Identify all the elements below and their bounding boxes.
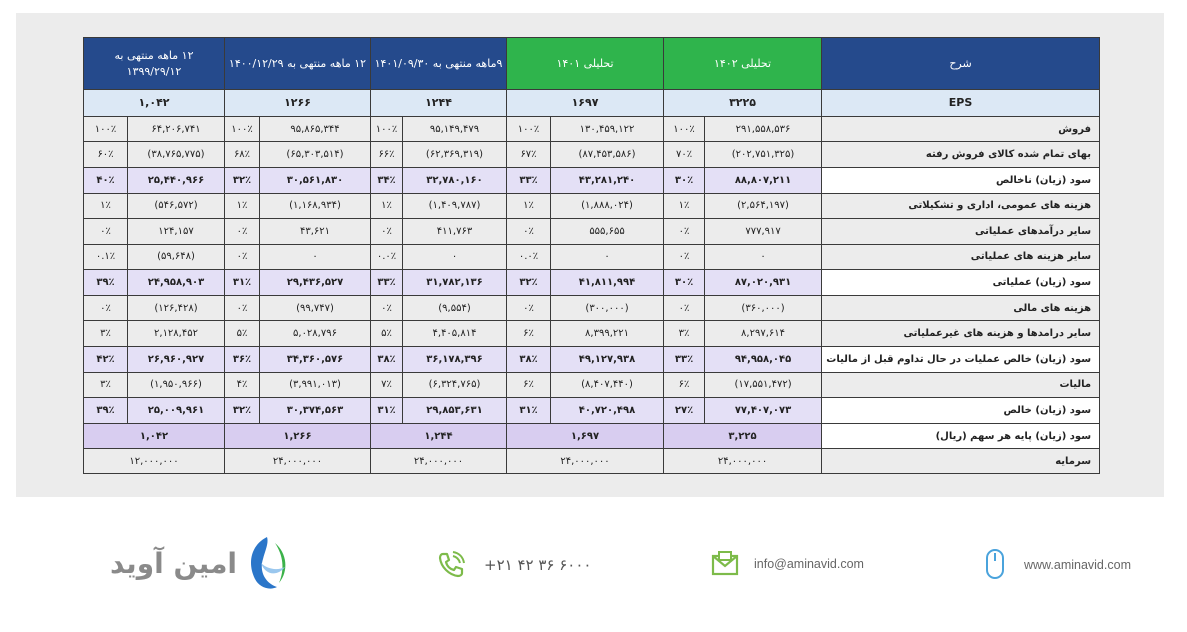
- eps-bottom-row: [84, 423, 1100, 449]
- cell-percent: ۳۹٪: [84, 270, 128, 296]
- cell-value: ۹۵,۸۶۵,۳۴۴: [260, 116, 371, 142]
- cell-percent: ۰٪: [371, 219, 403, 245]
- cell-percent: ۴۰٪: [84, 167, 128, 193]
- cell-percent: ۳۳٪: [371, 270, 403, 296]
- eps-label: EPS: [822, 90, 1100, 117]
- cell-percent: ۳٪: [84, 321, 128, 347]
- cell-value: ۶۴,۲۰۶,۷۴۱: [128, 116, 225, 142]
- table-row: [84, 347, 1100, 373]
- cell-value: ۲۵,۰۰۹,۹۶۱: [128, 398, 225, 424]
- table-header-row: [84, 38, 1100, 90]
- cell-percent: ۱۰۰٪: [225, 116, 260, 142]
- cell-value: ۳۱,۷۸۲,۱۳۶: [403, 270, 507, 296]
- row-label: بهای تمام شده کالای فروش رفته: [822, 142, 1100, 168]
- table-row: [84, 270, 1100, 296]
- cell-percent: ۷٪: [371, 372, 403, 398]
- eps-bottom-1400: ۱,۲۶۶: [225, 423, 371, 449]
- cell-percent: ۲۷٪: [664, 398, 705, 424]
- cell-percent: ۱۰۰٪: [507, 116, 551, 142]
- cell-value: ۵,۰۲۸,۷۹۶: [260, 321, 371, 347]
- cell-percent: ۳۳٪: [507, 167, 551, 193]
- cell-percent: ۳۰٪: [664, 270, 705, 296]
- table-row: [84, 372, 1100, 398]
- cell-percent: ۰.۰٪: [507, 244, 551, 270]
- cell-percent: ۰٪: [507, 219, 551, 245]
- cell-value: ۳۶,۱۷۸,۳۹۶: [403, 347, 507, 373]
- cell-percent: ۳۸٪: [371, 347, 403, 373]
- cell-value: (۱,۸۸۸,۰۲۴): [551, 193, 664, 219]
- cell-percent: ۱٪: [507, 193, 551, 219]
- cell-percent: ۷۰٪: [664, 142, 705, 168]
- capital-1399: ۱۲,۰۰۰,۰۰۰: [84, 449, 225, 474]
- cell-percent: ۳۱٪: [371, 398, 403, 424]
- cell-percent: ۰٪: [507, 295, 551, 321]
- header-col-1402: تحلیلی ۱۴۰۲: [664, 38, 822, 90]
- row-label: فروش: [822, 116, 1100, 142]
- mail-icon: [710, 550, 740, 578]
- eps-bottom-label: سود (زیان) پایه هر سهم (ریال): [822, 423, 1100, 449]
- cell-percent: ۵٪: [225, 321, 260, 347]
- cell-percent: ۳۱٪: [507, 398, 551, 424]
- row-label: سایر درامدها و هزینه های غیرعملیاتی: [822, 321, 1100, 347]
- cell-value: ۰: [551, 244, 664, 270]
- cell-value: ۰: [705, 244, 822, 270]
- website-contact[interactable]: [984, 547, 1131, 583]
- cell-percent: ۴۲٪: [84, 347, 128, 373]
- cell-value: (۶۵,۳۰۳,۵۱۴): [260, 142, 371, 168]
- cell-percent: ۰٪: [371, 295, 403, 321]
- eps-value-9month: ۱۲۴۴: [371, 90, 507, 117]
- cell-percent: ۱۰۰٪: [84, 116, 128, 142]
- header-col-1401: تحلیلی ۱۴۰۱: [507, 38, 664, 90]
- cell-percent: ۶٪: [507, 372, 551, 398]
- cell-value: ۴۱۱,۷۶۳: [403, 219, 507, 245]
- cell-value: ۰: [260, 244, 371, 270]
- cell-value: ۳۰,۳۷۴,۵۶۳: [260, 398, 371, 424]
- cell-value: (۱,۹۵۰,۹۶۶): [128, 372, 225, 398]
- cell-percent: ۶۸٪: [225, 142, 260, 168]
- table-row: [84, 295, 1100, 321]
- cell-percent: ۳۴٪: [371, 167, 403, 193]
- phone-contact[interactable]: [436, 550, 591, 580]
- cell-value: ۱۳۰,۴۵۹,۱۲۲: [551, 116, 664, 142]
- row-label: هزینه های عمومی، اداری و تشکیلاتی: [822, 193, 1100, 219]
- eps-value-1399: ۱,۰۴۲: [84, 90, 225, 117]
- financial-table: [83, 37, 1100, 474]
- cell-percent: ۰٪: [84, 295, 128, 321]
- cell-value: (۱,۴۰۹,۷۸۷): [403, 193, 507, 219]
- cell-value: ۴۹,۱۲۷,۹۳۸: [551, 347, 664, 373]
- cell-percent: ۶۶٪: [371, 142, 403, 168]
- header-col-1399: ۱۲ ماهه منتهی به ۱۳۹۹/۲۹/۱۲: [84, 38, 225, 90]
- cell-percent: ۱۰۰٪: [664, 116, 705, 142]
- cell-value: ۲۹,۸۵۳,۶۳۱: [403, 398, 507, 424]
- cell-percent: ۳۲٪: [225, 398, 260, 424]
- cell-value: (۵۹,۶۴۸): [128, 244, 225, 270]
- cell-percent: ۳۹٪: [84, 398, 128, 424]
- cell-value: (۶۲,۳۶۹,۳۱۹): [403, 142, 507, 168]
- eps-bottom-1399: ۱,۰۴۲: [84, 423, 225, 449]
- table-row: [84, 167, 1100, 193]
- row-label: سود (زیان) عملیاتی: [822, 270, 1100, 296]
- cell-value: (۱۷,۵۵۱,۴۷۲): [705, 372, 822, 398]
- header-description: شرح: [822, 38, 1100, 90]
- cell-value: (۳۰۰,۰۰۰): [551, 295, 664, 321]
- row-label: سایر هزینه های عملیاتی: [822, 244, 1100, 270]
- table-row: [84, 142, 1100, 168]
- cell-value: (۸۷,۴۵۳,۵۸۶): [551, 142, 664, 168]
- cell-value: ۳۴,۳۶۰,۵۷۶: [260, 347, 371, 373]
- cell-value: (۳۸,۷۶۵,۷۷۵): [128, 142, 225, 168]
- cell-value: ۹۵,۱۴۹,۴۷۹: [403, 116, 507, 142]
- eps-bottom-1401: ۱,۶۹۷: [507, 423, 664, 449]
- cell-value: ۷۷,۴۰۷,۰۷۳: [705, 398, 822, 424]
- cell-percent: ۰٪: [664, 219, 705, 245]
- cell-value: (۲۰۲,۷۵۱,۳۲۵): [705, 142, 822, 168]
- cell-percent: ۳٪: [664, 321, 705, 347]
- cell-value: ۷۷۷,۹۱۷: [705, 219, 822, 245]
- row-label: سود (زیان) ناخالص: [822, 167, 1100, 193]
- cell-value: ۵۵۵,۶۵۵: [551, 219, 664, 245]
- row-label: سود (زیان) خالص عملیات در حال تداوم قبل از مالیات: [822, 347, 1100, 373]
- cell-percent: ۶۷٪: [507, 142, 551, 168]
- cell-percent: ۳۲٪: [507, 270, 551, 296]
- cell-value: ۸۷,۰۲۰,۹۳۱: [705, 270, 822, 296]
- cell-percent: ۰.۰٪: [371, 244, 403, 270]
- row-label: هزینه های مالی: [822, 295, 1100, 321]
- cell-value: ۲۵,۴۴۰,۹۶۶: [128, 167, 225, 193]
- capital-row: [84, 449, 1100, 474]
- aminavid-logo-icon: [241, 533, 293, 593]
- cell-percent: ۳۱٪: [225, 270, 260, 296]
- cell-value: ۲۴,۹۵۸,۹۰۳: [128, 270, 225, 296]
- cell-percent: ۱٪: [664, 193, 705, 219]
- cell-value: ۸,۲۹۷,۶۱۴: [705, 321, 822, 347]
- cell-value: ۴۱,۸۱۱,۹۹۴: [551, 270, 664, 296]
- cell-value: ۲,۱۲۸,۴۵۲: [128, 321, 225, 347]
- cell-value: (۶,۳۲۴,۷۶۵): [403, 372, 507, 398]
- cell-percent: ۰٪: [664, 295, 705, 321]
- cell-percent: ۳۳٪: [664, 347, 705, 373]
- eps-bottom-9month: ۱,۲۴۴: [371, 423, 507, 449]
- capital-label: سرمایه: [822, 449, 1100, 474]
- cell-value: ۴۳,۶۲۱: [260, 219, 371, 245]
- cell-percent: ۵٪: [371, 321, 403, 347]
- cell-percent: ۳۸٪: [507, 347, 551, 373]
- eps-row: [84, 90, 1100, 117]
- eps-value-1402: ۳۲۲۵: [664, 90, 822, 117]
- cell-value: (۹۹,۷۴۷): [260, 295, 371, 321]
- cell-value: ۹۴,۹۵۸,۰۴۵: [705, 347, 822, 373]
- cell-percent: ۶٪: [507, 321, 551, 347]
- eps-bottom-1402: ۳,۲۲۵: [664, 423, 822, 449]
- website-url: www.aminavid.com: [1024, 558, 1131, 572]
- cell-value: ۳۲,۷۸۰,۱۶۰: [403, 167, 507, 193]
- cell-value: ۴۰,۷۲۰,۴۹۸: [551, 398, 664, 424]
- email-contact[interactable]: [710, 550, 864, 578]
- eps-value-1401: ۱۶۹۷: [507, 90, 664, 117]
- cell-value: (۱,۱۶۸,۹۳۴): [260, 193, 371, 219]
- cell-percent: ۰٪: [664, 244, 705, 270]
- cell-percent: ۱٪: [371, 193, 403, 219]
- capital-1402: ۲۴,۰۰۰,۰۰۰: [664, 449, 822, 474]
- cell-value: (۲,۵۶۴,۱۹۷): [705, 193, 822, 219]
- cell-percent: ۳۶٪: [225, 347, 260, 373]
- cell-value: ۸,۳۹۹,۲۲۱: [551, 321, 664, 347]
- phone-number: +۲۱ ۴۲ ۳۶ ۶۰۰۰: [484, 556, 592, 574]
- eps-value-1400: ۱۲۶۶: [225, 90, 371, 117]
- row-label: سود (زیان) خالص: [822, 398, 1100, 424]
- table-row: [84, 244, 1100, 270]
- email-address: info@aminavid.com: [754, 557, 864, 571]
- cell-value: ۱۲۴,۱۵۷: [128, 219, 225, 245]
- cell-percent: ۰٪: [225, 244, 260, 270]
- cell-value: (۱۲۶,۴۲۸): [128, 295, 225, 321]
- mouse-icon: [984, 547, 1006, 583]
- cell-value: (۳,۹۹۱,۰۱۳): [260, 372, 371, 398]
- phone-icon: [436, 550, 466, 580]
- table-row: [84, 116, 1100, 142]
- cell-percent: ۱٪: [225, 193, 260, 219]
- header-col-9month: ۹ماهه منتهی به ۱۴۰۱/۰۹/۳۰: [371, 38, 507, 90]
- cell-value: (۵۴۶,۵۷۲): [128, 193, 225, 219]
- table-row: [84, 321, 1100, 347]
- cell-value: ۰: [403, 244, 507, 270]
- row-label: سایر درآمدهای عملیاتی: [822, 219, 1100, 245]
- cell-value: ۲۹۱,۵۵۸,۵۳۶: [705, 116, 822, 142]
- cell-value: (۹,۵۵۴): [403, 295, 507, 321]
- logo-text: امین آوید: [110, 546, 237, 580]
- brand-logo[interactable]: [110, 533, 293, 593]
- cell-value: ۲۶,۹۶۰,۹۲۷: [128, 347, 225, 373]
- table-row: [84, 219, 1100, 245]
- cell-percent: ۳۰٪: [664, 167, 705, 193]
- cell-percent: ۴٪: [225, 372, 260, 398]
- cell-value: ۲۹,۴۳۶,۵۲۷: [260, 270, 371, 296]
- table-row: [84, 193, 1100, 219]
- cell-percent: ۰٪: [84, 219, 128, 245]
- table-row: [84, 398, 1100, 424]
- cell-percent: ۳۲٪: [225, 167, 260, 193]
- cell-percent: ۱٪: [84, 193, 128, 219]
- cell-value: ۴,۴۰۵,۸۱۴: [403, 321, 507, 347]
- cell-value: (۳۶۰,۰۰۰): [705, 295, 822, 321]
- cell-value: ۳۰,۵۶۱,۸۳۰: [260, 167, 371, 193]
- cell-percent: ۰٪: [225, 219, 260, 245]
- cell-percent: ۳٪: [84, 372, 128, 398]
- cell-value: ۸۸,۸۰۷,۲۱۱: [705, 167, 822, 193]
- cell-percent: ۶۰٪: [84, 142, 128, 168]
- capital-9month: ۲۴,۰۰۰,۰۰۰: [371, 449, 507, 474]
- cell-percent: ۶٪: [664, 372, 705, 398]
- row-label: مالیات: [822, 372, 1100, 398]
- cell-value: (۸,۴۰۷,۴۴۰): [551, 372, 664, 398]
- capital-1401: ۲۴,۰۰۰,۰۰۰: [507, 449, 664, 474]
- cell-percent: ۰.۱٪: [84, 244, 128, 270]
- header-col-1400: ۱۲ ماهه منتهی به ۱۴۰۰/۱۲/۲۹: [225, 38, 371, 90]
- cell-percent: ۱۰۰٪: [371, 116, 403, 142]
- cell-percent: ۰٪: [225, 295, 260, 321]
- cell-value: ۴۳,۲۸۱,۲۴۰: [551, 167, 664, 193]
- capital-1400: ۲۴,۰۰۰,۰۰۰: [225, 449, 371, 474]
